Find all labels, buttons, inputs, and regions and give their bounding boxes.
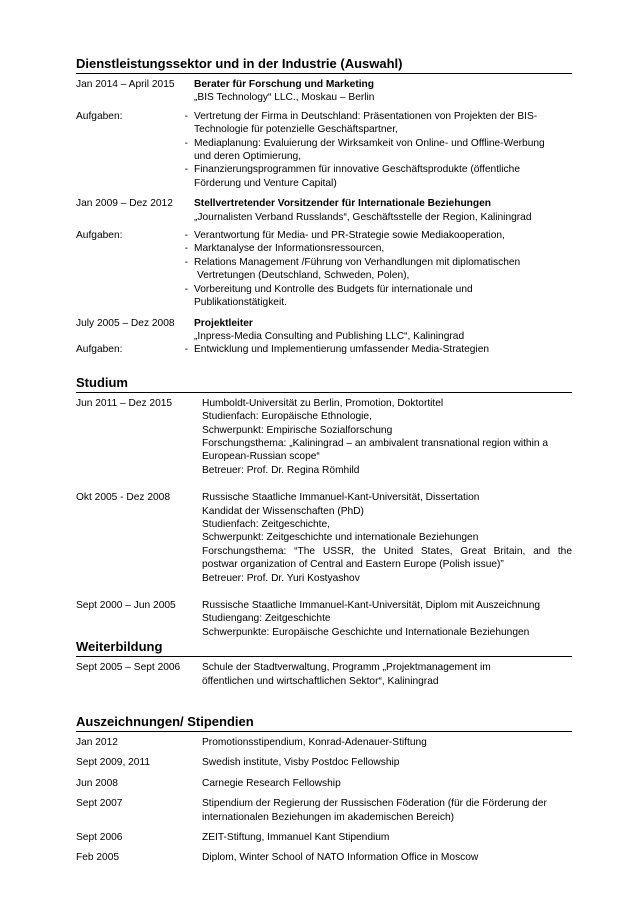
- job-org-row: [76, 330, 572, 343]
- study-date: Jun 2011 – Dez 2015: [76, 397, 173, 409]
- award-text: Promotionsstipendium, Konrad-Adenauer-Stiftung: [202, 737, 427, 749]
- tasks-label: Aufgaben:: [76, 230, 123, 242]
- cv-page: [76, 56, 572, 865]
- task-row: [76, 229, 572, 242]
- tasks-label: Aufgaben:: [76, 110, 123, 122]
- section-rule: [76, 656, 572, 657]
- section-title-studium: Studium: [76, 374, 128, 390]
- training-details: [202, 661, 572, 688]
- award-text: Stipendium der Regierung der Russischen Föderation (für die Förderung der: [202, 798, 547, 810]
- award-text: internationalen Beziehungen im akademischen Bereich): [202, 811, 455, 823]
- study-line: Schwerpunkt: Zeitgeschichte und internationale Beziehungen: [202, 532, 479, 544]
- spacer: [76, 256, 176, 283]
- job-date: Jan 2014 – April 2015: [76, 79, 175, 90]
- bullet-dash: -: [184, 243, 188, 255]
- training-entry: [76, 661, 572, 688]
- spacer: [76, 283, 176, 310]
- task-line: Vorbereitung und Kontrolle des Budgets für internationale und: [194, 283, 473, 295]
- task-item: [194, 110, 572, 137]
- award-date: Sept 2007: [76, 798, 123, 810]
- job-entry: [76, 78, 572, 91]
- study-line: Kandidat der Wissenschaften (PhD): [202, 505, 364, 517]
- study-line: Schwerpunkt: Empirische Sozialforschung: [202, 424, 393, 436]
- job-org: „Journalisten Verband Russlands“, Geschäftsstelle der Region, Kaliningrad: [194, 211, 532, 223]
- bullet-dash: -: [184, 137, 188, 149]
- award-entry: [76, 736, 572, 749]
- job-role: Projektleiter: [194, 317, 253, 329]
- award-entry: [76, 756, 572, 769]
- task-item: [194, 343, 572, 356]
- award-entry: [76, 797, 572, 824]
- study-line: Schwerpunkte: Europäische Geschichte und Internationale Beziehungen: [202, 626, 530, 638]
- section-title-auszeichnungen: Auszeichnungen/ Stipendien: [76, 714, 254, 730]
- task-row: [76, 343, 572, 356]
- task-item: [194, 242, 572, 255]
- study-details: [202, 397, 572, 477]
- study-details: [202, 491, 572, 585]
- task-row: [76, 137, 572, 164]
- award-entry: [76, 777, 572, 790]
- task-line: Technologie für potenzielle Geschäftspartner,: [194, 124, 398, 136]
- section-title-weiterbildung: Weiterbildung: [76, 639, 163, 655]
- study-details: [202, 599, 572, 639]
- study-line: European-Russian scope“: [202, 451, 320, 463]
- task-line: Entwicklung und Implementierung umfassender Media-Strategien: [194, 344, 490, 356]
- task-line: und deren Optimierung,: [194, 151, 302, 163]
- study-line: Russische Staatliche Immanuel-Kant-Universität, Diplom mit Auszeichnung: [202, 600, 541, 611]
- study-line: Forschungsthema: „Kaliningrad – an ambivalent transnational region within a: [202, 437, 549, 449]
- award-text: Swedish institute, Visby Postdoc Fellowship: [202, 757, 400, 769]
- bullet-dash: -: [184, 256, 188, 268]
- task-item: [194, 163, 572, 190]
- award-date: Feb 2005: [76, 852, 120, 864]
- task-item: [194, 137, 572, 164]
- study-line: Betreuer: Prof. Dr. Yuri Kostyashov: [202, 572, 360, 584]
- section-rule: [76, 392, 572, 393]
- bullet-dash: -: [184, 164, 188, 176]
- task-line: Vertretungen (Deutschland, Schweden, Polen),: [197, 270, 410, 282]
- task-item: [194, 256, 572, 283]
- task-line: Finanzierungsprogrammen für innovative Geschäftsprodukte (öffentliche: [194, 164, 520, 176]
- study-line: Studienfach: Europäische Ethnologie,: [202, 411, 372, 423]
- task-line: Marktanalyse der Informationsressourcen,: [194, 243, 385, 255]
- job-org-row: [76, 91, 572, 104]
- task-line: Publikationstätigkeit.: [194, 297, 287, 309]
- task-line: Verantwortung für Media- und PR-Strategie sowie Mediakooperation,: [194, 230, 505, 242]
- award-text: ZEIT-Stiftung, Immanuel Kant Stipendium: [202, 832, 390, 844]
- section-rule: [76, 731, 572, 732]
- job-org: „Inpress-Media Consulting and Publishing LLC“, Kaliningrad: [194, 330, 465, 342]
- award-date: Sept 2006: [76, 832, 123, 844]
- spacer: [76, 242, 176, 255]
- study-line: postwar organization of Central and Eastern Europe (Polish issue)”: [202, 559, 504, 571]
- spacer: [76, 137, 176, 164]
- job-entry: [76, 317, 572, 330]
- spacer: [76, 211, 194, 224]
- task-line: Vertretung der Firma in Deutschland: Präsentationen von Projekten der BIS-: [194, 110, 538, 122]
- award-entry: [76, 831, 572, 844]
- bullet-dash: -: [184, 110, 188, 122]
- training-line: öffentlichen und wirtschaftlichen Sektor“, Kaliningrad: [202, 675, 439, 687]
- study-entry: [76, 599, 572, 639]
- task-row: [76, 256, 572, 283]
- study-line: Forschungsthema: “The USSR, the United States, Great Britain, and the: [202, 545, 572, 557]
- study-date: Okt 2005 - Dez 2008: [76, 492, 171, 504]
- task-line: Förderung und Venture Capital): [194, 177, 337, 189]
- training-date: Sept 2005 – Sept 2006: [76, 662, 181, 674]
- job-org: „BIS Technology“ LLC., Moskau – Berlin: [194, 92, 375, 104]
- study-line: Studiengang: Zeitgeschichte: [202, 613, 331, 625]
- job-entry: [76, 197, 572, 210]
- task-row: [76, 163, 572, 190]
- task-item: [194, 283, 572, 310]
- study-entry: [76, 491, 572, 585]
- spacer: [76, 163, 176, 190]
- bullet-dash: -: [184, 344, 188, 356]
- study-date: Sept 2000 – Jun 2005: [76, 600, 176, 611]
- task-row: [76, 242, 572, 255]
- task-row: [76, 110, 572, 137]
- training-line: Schule der Stadtverwaltung, Programm „Projektmanagement im: [202, 662, 491, 674]
- task-item: [194, 229, 572, 242]
- task-row: [76, 283, 572, 310]
- section-title-dienstleistung: Dienstleistungssektor und in der Industrie (Auswahl): [76, 56, 403, 71]
- section-rule: [76, 73, 572, 74]
- job-role: Stellvertretender Vorsitzender für Internationale Beziehungen: [194, 198, 492, 210]
- award-details: [202, 797, 572, 824]
- job-org-row: [76, 211, 572, 224]
- study-line: Betreuer: Prof. Dr. Regina Römhild: [202, 464, 360, 476]
- award-text: Carnegie Research Fellowship: [202, 777, 341, 789]
- study-entry: [76, 397, 572, 477]
- job-role: Berater für Forschung und Marketing: [194, 79, 374, 90]
- job-date: Jan 2009 – Dez 2012: [76, 198, 173, 210]
- award-text: Diplom, Winter School of NATO Information Office in Moscow: [202, 852, 479, 864]
- study-line: Russische Staatliche Immanuel-Kant-Universität, Dissertation: [202, 492, 480, 504]
- tasks-label: Aufgaben:: [76, 344, 123, 356]
- bullet-dash: -: [184, 230, 188, 242]
- task-line: Mediaplanung: Evaluierung der Wirksamkeit von Online- und Offline-Werbung: [194, 137, 545, 149]
- bullet-dash: -: [184, 283, 188, 295]
- study-line: Studienfach: Zeitgeschichte,: [202, 518, 330, 530]
- task-line: Relations Management /Führung von Verhandlungen mit diplomatischen: [194, 256, 521, 268]
- spacer: [76, 330, 194, 343]
- award-date: Jan 2012: [76, 737, 118, 749]
- job-date: July 2005 – Dez 2008: [76, 317, 175, 329]
- study-line: Humboldt-Universität zu Berlin, Promotion, Doktortitel: [202, 397, 444, 409]
- award-date: Sept 2009, 2011: [76, 757, 151, 769]
- award-entry: [76, 851, 572, 864]
- spacer: [76, 91, 194, 104]
- award-date: Jun 2008: [76, 777, 118, 789]
